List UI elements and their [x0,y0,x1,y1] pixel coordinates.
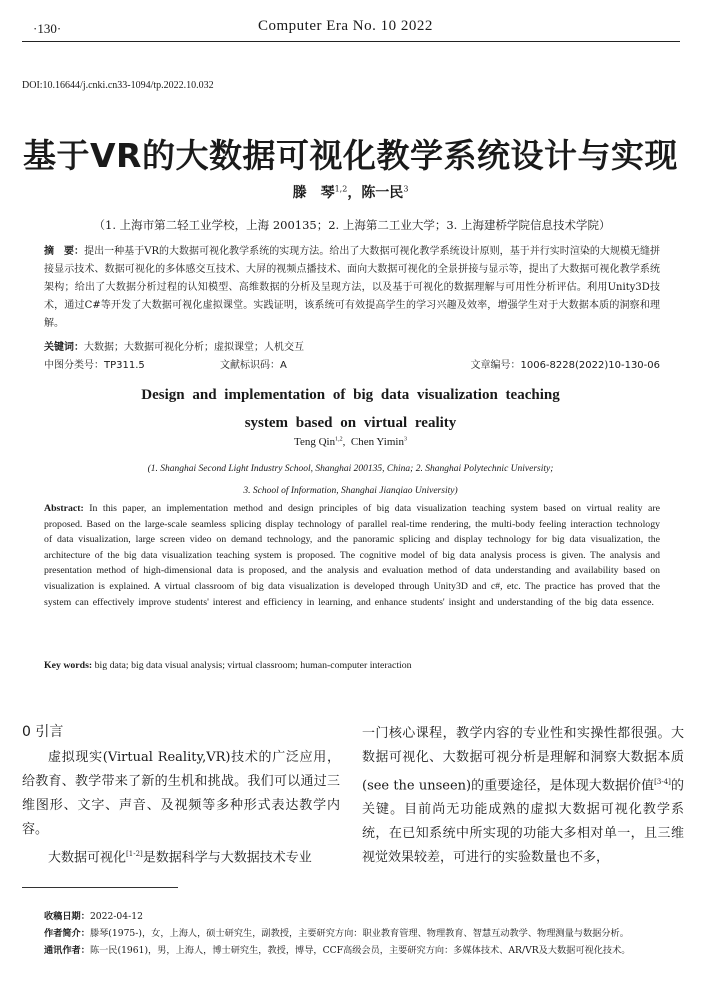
authors-en: Teng Qin$^{1,2}$, Chen Yimin$^3$ [294,436,407,448]
abstract-en [44,501,660,610]
keywords-cn-text: 大数据；大数据可视化分析；虚拟课堂；人机交互 [84,342,304,353]
footnote-author-label: 作者简介： [44,928,90,939]
paper-title-en-line1: Design and implementation of big data visualization teaching [141,387,560,403]
author-2-cn: 陈一民 [361,185,404,201]
keywords-en-text: big data; big data visual analysis; virtual classroom; human-computer interaction [94,660,412,671]
body-paragraph: 虚拟现实(Virtual Reality,VR)技术的广泛应用，给教育、教学带来了新的生机和挑战。我们可以通过三维图形、文字、声音、及视频等多种形式表达教学内容。 [22,750,340,837]
body-paragraph [22,842,340,870]
clc-number: 中图分类号：TP311.5 [44,360,145,371]
footnote-rule [22,887,178,888]
body-paragraph [362,722,684,870]
citation-ref: [1-2] [126,850,143,858]
doi: DOI:10.16644/j.cnki.cn33-1094/tp.2022.10.032 [22,80,214,91]
author-2-en: Chen Yimin [350,436,404,448]
body-text: 大数据可视化 [48,850,127,866]
footnote-corresponding [44,942,684,959]
author-1-en: Teng Qin [294,436,336,448]
footnote-received-date: 2022-04-12 [89,911,143,922]
abstract-cn-label: 摘 要： [44,246,85,257]
abstract-en-text: In this paper, an implementation method and design principles of big data visualization teaching system based on virtual reality are proposed. Based on the large-scale seamless splicing display technology of parallel real-time rendering, the multi-body feeling interaction technology of data visualization, large screen video on demand technology, and the panoramic splicing and display technology for big data visualization, the architecture of the big data visualization teaching system is proposed. The cognitive model of big data analysis process is given. The analysis and presentation method of high-dimensional data is proposed, and the analysis and evaluation method of data understanding and availability based on visualization is explained. A virtual classroom of big data visualization is developed through Unity3D and c#, etc. The practice has proved that the system can effectively improve students' interest and efficiency in learning, and enhance students' insight and understanding of the big data essence. [44,503,660,608]
abstract-en-label: Abstract: [44,503,84,514]
author-2-affil-mark: 3 [403,184,409,194]
article-number: 文章编号：1006-8228(2022)10-130-06 [470,360,660,371]
footnote-received-label: 收稿日期： [44,911,90,922]
citation-ref: [3-4] [654,778,671,786]
document-code: 文献标识码：A [220,360,287,371]
authors-cn [0,182,701,202]
body-column-left [22,722,340,870]
footnote-author-text: 滕琴(1975-)，女，上海人，硕士研究生，副教授，主要研究方向：职业教育管理、物理教育、智慧互动教学、物理测量与数据分析。 [89,928,629,939]
keywords-en [44,660,660,671]
header-rule [22,41,680,42]
abstract-cn-text: 提出一种基于VR的大数据可视化教学系统的实现方法。给出了大数据可视化教学系统设计原则，基于并行实时渲染的大规模无缝拼接显示技术、数据可视化的多体感交互技术、大屏的视频点播技术、面向大数据可视化的全景拼接与显示等，提出了大数据可视化教学系统架构；给出了大数据分析过程的认知模型、高维数据的分析及呈现方法，以及基于可视化的数据理解与可用性分析评估。利用Unity3D技术，通过C#等开发了大数据可视化虚拟课堂。实践证明，该系统可有效提高学生的学习兴趣及效率，增强学生对于大数据本质的洞察和理解。 [44,246,660,329]
abstract-cn [44,243,660,333]
author-separator: ， [347,185,362,201]
body-text: 一门核心课程，教学内容的专业性和实操性都很强。大数据可视化、大数据可视分析是理解和洞察大数据本质(see the unseen)的重要途径，是体现大数据价值 [362,726,684,794]
body-text: 是数据科学与大数据技术专业 [142,850,312,866]
footnotes [44,908,684,959]
footnote-corresponding-text: 陈一民(1961)，男，上海人，博士研究生，教授，博导，CCF高级会员，主要研究方向：多媒体技术、AR/VR及大数据可视化技术。 [89,945,631,956]
author-1-en-affil-mark: 1,2 [335,436,343,443]
page-number: ·130· [33,21,62,36]
keywords-cn [44,339,660,357]
paper-title-en [0,381,701,437]
affiliation-en [0,458,701,502]
affiliation-cn: （1. 上海市第二轻工业学校，上海 200135；2. 上海第二工业大学；3. 上海建桥学院信息技术学院） [93,218,611,232]
keywords-en-label: Key words: [44,660,93,671]
body-text: 的关键。目前尚无功能成熟的虚拟大数据可视化教学系统，在已知系统中所实现的功能大多相对单一，且三维视觉效果较差，可进行的实验数量也不多， [362,778,684,866]
affiliation-en-line2: 3. School of Information, Shanghai Jianqiao University) [243,486,458,496]
author-1-cn: 滕 琴 [292,185,335,201]
journal-header: Computer Era No. 10 2022 [258,18,433,34]
paper-title-en-line2: system based on virtual reality [244,415,457,431]
paper-title-cn: 基于VR的大数据可视化教学系统设计与实现 [23,136,678,175]
author-2-en-affil-mark: 3 [403,436,407,443]
footnote-corresponding-label: 通讯作者： [44,945,90,956]
footnote-received [44,908,684,925]
keywords-cn-label: 关键词： [44,342,84,353]
affiliation-en-line1: (1. Shanghai Second Light Industry School, Shanghai 200135, China; 2. Shanghai Polytechnic University; [147,464,554,474]
section-heading-introduction: 0 引言 [22,724,64,740]
author-1-affil-mark: 1,2 [334,184,348,194]
footnote-author [44,925,684,942]
body-column-right [362,722,684,870]
